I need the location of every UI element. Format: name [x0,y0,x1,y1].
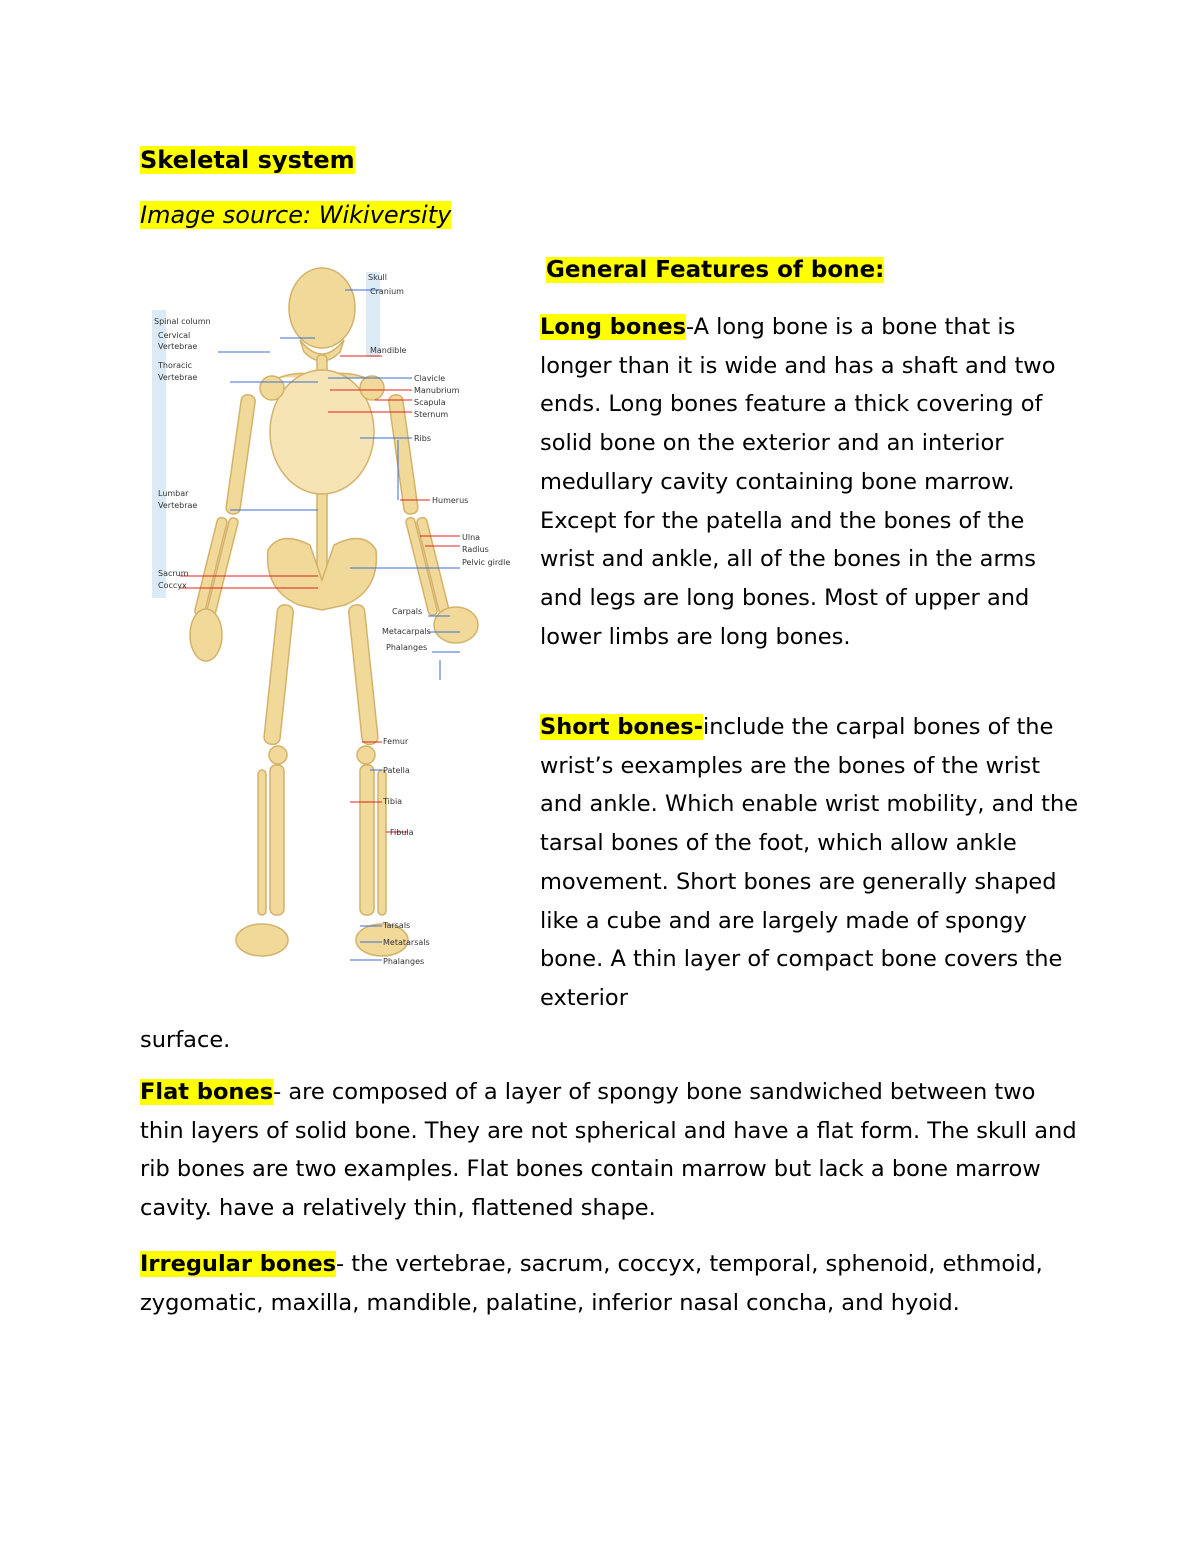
label-skull: Skull [368,273,387,282]
spinal-column-bracket [152,310,166,598]
label-humerus: Humerus [432,496,469,505]
label-sacrum: Sacrum [158,569,189,578]
flat-bones-term: Flat bones [140,1079,274,1105]
long-bones-term: Long bones [540,314,686,340]
label-spinal-column: Spinal column [154,317,211,326]
label-clavicle: Clavicle [414,374,446,383]
label-phalanges-foot: Phalanges [383,957,425,966]
label-sternum: Sternum [414,410,449,419]
label-phalanges-hand: Phalanges [386,643,428,652]
label-tibia: Tibia [383,797,403,806]
label-patella: Patella [383,766,410,775]
short-bones-continuation: surface. [140,1027,231,1053]
label-mandible: Mandible [370,346,407,355]
label-radius: Radius [462,545,489,554]
label-vertebrae-lumbar: Vertebrae [158,501,198,510]
label-thoracic: Thoracic [158,361,193,370]
label-tarsals: Tarsals [383,921,411,930]
long-bones-paragraph: Long bones-A long bone is a bone that is longer than it is wide and has a shaft and two ends. Long bones feature a thick covering of solid bone on the exterior and an interior medullary cavity containing bone marrow. Except for the patella and the bones of the wrist and ankle, all of the bones in the arms and legs are long bones. Most of upper and lower limbs are long bones. [540,314,1056,650]
label-vertebrae-cervical: Vertebrae [158,342,198,351]
label-ribs: Ribs [414,434,432,443]
label-carpals: Carpals [392,607,423,616]
skull-bracket [366,272,380,357]
label-scapula: Scapula [414,398,446,407]
label-lumbar: Lumbar [158,489,189,498]
flat-bones-paragraph: Flat bones- are composed of a layer of spongy bone sandwiched between two thin layers of solid bone. They are not spherical and have a flat form. The skull and rib bones are two examples. Flat bones contain marrow but lack a bone marrow cavity. have a relatively thin, flattened shape. [140,1079,1077,1222]
label-coccyx: Coccyx [158,581,187,590]
section-heading: General Features of bone: [546,257,885,283]
label-cranium: Cranium [370,287,404,296]
label-pelvic-girdle: Pelvic girdle [462,558,511,567]
label-femur: Femur [383,737,409,746]
label-metacarpals: Metacarpals [382,627,431,636]
short-bones-term: Short bones- [540,714,703,740]
page-title: Skeletal system [140,146,355,174]
label-manubrium: Manubrium [414,386,460,395]
skeleton-drawing [190,268,481,956]
label-ulna: Ulna [462,533,481,542]
label-metatarsals: Metatarsals [383,938,430,947]
skeleton-figure [150,260,525,980]
irregular-bones-term: Irregular bones [140,1251,337,1277]
short-bones-paragraph: Short bones-include the carpal bones of the wrist’s eexamples are the bones of the wrist and ankle. Which enable wrist mobility, and the tarsal bones of the foot, which allow ankle movement. Short bones are generally shaped like a cube and are largely made of spongy bone. A thin layer of compact bone covers the exterior [540,714,1079,1011]
label-vertebrae-thoracic: Vertebrae [158,373,198,382]
label-cervical: Cervical [158,331,191,340]
irregular-bones-paragraph: Irregular bones- the vertebrae, sacrum, coccyx, temporal, sphenoid, ethmoid, zygomatic, maxilla, mandible, palatine, inferior nasal concha, and hyoid. [140,1251,1043,1316]
label-fibula: Fibula [390,828,414,837]
image-source: Image source: Wikiversity [140,201,452,229]
